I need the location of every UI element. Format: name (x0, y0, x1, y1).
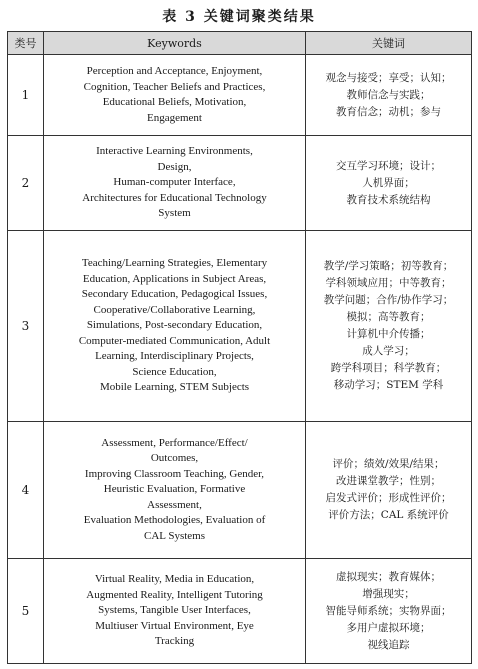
chinese-keyword-line: 教育技术系统结构 (346, 193, 431, 206)
table-row (8, 136, 472, 231)
chinese-keyword-line: 观念与接受；享受；认知； (325, 71, 452, 84)
english-keyword-line: Improving Classroom Teaching, Gender, (84, 467, 265, 480)
cluster-number: 2 (8, 136, 44, 231)
table-row (8, 231, 472, 422)
english-keyword-line: Assessment, (147, 498, 202, 511)
cluster-number: 5 (8, 559, 44, 664)
chinese-keyword-line: 改进课堂教学；性别； (336, 475, 441, 487)
chinese-keyword-line: 教师信念与实践； (346, 88, 431, 101)
chinese-keyword-line: 交互学习环境；设计； (336, 159, 441, 172)
chinese-keyword-line: 评价；绩效/效果/结果； (332, 458, 445, 470)
english-keyword-line: Virtual Reality, Media in Education, (94, 573, 255, 586)
english-keyword-line: Simulations, Post-secondary Education, (86, 319, 263, 332)
chinese-keyword-line: 教育信念；动机；参与 (336, 105, 441, 118)
english-keyword-line: Evaluation Methodologies, Evaluation of (83, 514, 266, 527)
english-keyword-line: Perception and Acceptance, Enjoyment, (86, 65, 263, 77)
english-keywords-cell (44, 55, 306, 136)
chinese-keyword-line: 教学问题；合作/协作学习； (323, 294, 454, 306)
chinese-keywords-cell (306, 559, 472, 664)
chinese-keyword-line: 增强现实； (362, 587, 415, 600)
chinese-keyword-line: 启发式评价；形成性评价； (325, 492, 452, 504)
header-keywords-zh: 关键词 (306, 32, 472, 55)
english-keyword-line: Teaching/Learning Strategies, Elementary (81, 257, 268, 270)
english-keyword-line: Human-computer Interface, (113, 176, 236, 189)
english-keyword-line: Heuristic Evaluation, Formative (103, 483, 246, 496)
table-row (8, 55, 472, 136)
table-row (8, 422, 472, 559)
english-keyword-line: Education, Applications in Subject Areas, (82, 272, 267, 285)
english-keyword-line: Design, (157, 160, 192, 173)
chinese-keyword-line: 模拟；高等教育； (346, 311, 431, 323)
keyword-cluster-table (7, 31, 472, 664)
english-keyword-line: System (158, 207, 191, 220)
chinese-keywords-cell (306, 55, 472, 136)
english-keyword-line: Interactive Learning Environments, (96, 145, 253, 158)
english-keyword-line: Cooperative/Collaborative Learning, (93, 303, 256, 316)
table-row (8, 559, 472, 664)
english-keywords-cell (44, 136, 306, 231)
chinese-keywords-cell (306, 136, 472, 231)
chinese-keyword-line: 视线追踪 (367, 638, 410, 651)
header-cluster-number: 类号 (8, 32, 44, 55)
chinese-keyword-line: 计算机中介传播； (346, 328, 431, 340)
header-keywords-en: Keywords (44, 32, 306, 55)
english-keyword-line: Tracking (154, 635, 195, 648)
chinese-keyword-line: 智能导师系统；实物界面； (325, 604, 452, 617)
english-keyword-line: Assessment, Performance/Effect/ (101, 436, 248, 449)
header-row (8, 32, 472, 55)
chinese-keyword-line: 学科领域应用；中等教育； (325, 277, 452, 289)
english-keyword-line: Outcomes, (150, 452, 199, 465)
chinese-keyword-line: 虚拟现实；教育媒体； (336, 570, 441, 583)
english-keywords-cell (44, 422, 306, 559)
chinese-keyword-line: 多用户虚拟环境； (346, 621, 431, 634)
chinese-keyword-line: 移动学习；STEM 学科 (333, 379, 444, 391)
english-keyword-line: Mobile Learning, STEM Subjects (99, 381, 250, 394)
cluster-number: 1 (8, 55, 44, 136)
english-keyword-line: Secondary Education, Pedagogical Issues, (81, 288, 268, 301)
english-keyword-line: Science Education, (132, 365, 217, 378)
english-keyword-line: Augmented Reality, Intelligent Tutoring (86, 588, 263, 601)
chinese-keywords-cell (306, 422, 472, 559)
chinese-keywords-cell (306, 231, 472, 422)
chinese-keyword-line: 成人学习； (362, 345, 415, 357)
table-caption: 表 3 关键词聚类结果 (162, 9, 316, 25)
chinese-keyword-line: 教学/学习策略；初等教育； (323, 260, 454, 272)
chinese-keyword-line: 跨学科项目；科学教育； (330, 362, 447, 374)
english-keyword-line: Systems, Tangible User Interfaces, (98, 604, 251, 617)
english-keywords-cell (44, 559, 306, 664)
english-keyword-line: Architectures for Educational Technology (82, 191, 267, 204)
cluster-number: 3 (8, 231, 44, 422)
english-keyword-line: Engagement (147, 111, 202, 124)
english-keyword-line: Computer-mediated Communication, Adult (78, 334, 271, 347)
chinese-keyword-line: 评价方法；CAL 系统评价 (328, 509, 449, 521)
english-keyword-line: Cognition, Teacher Beliefs and Practices, (83, 80, 266, 93)
english-keyword-line: CAL Systems (143, 529, 205, 542)
english-keywords-cell (44, 231, 306, 422)
english-keyword-line: Multiuser Virtual Environment, Eye (95, 619, 254, 632)
chinese-keyword-line: 人机界面； (362, 176, 415, 189)
english-keyword-line: Learning, Interdisciplinary Projects, (95, 350, 254, 363)
english-keyword-line: Educational Beliefs, Motivation, (102, 96, 247, 108)
cluster-number: 4 (8, 422, 44, 559)
